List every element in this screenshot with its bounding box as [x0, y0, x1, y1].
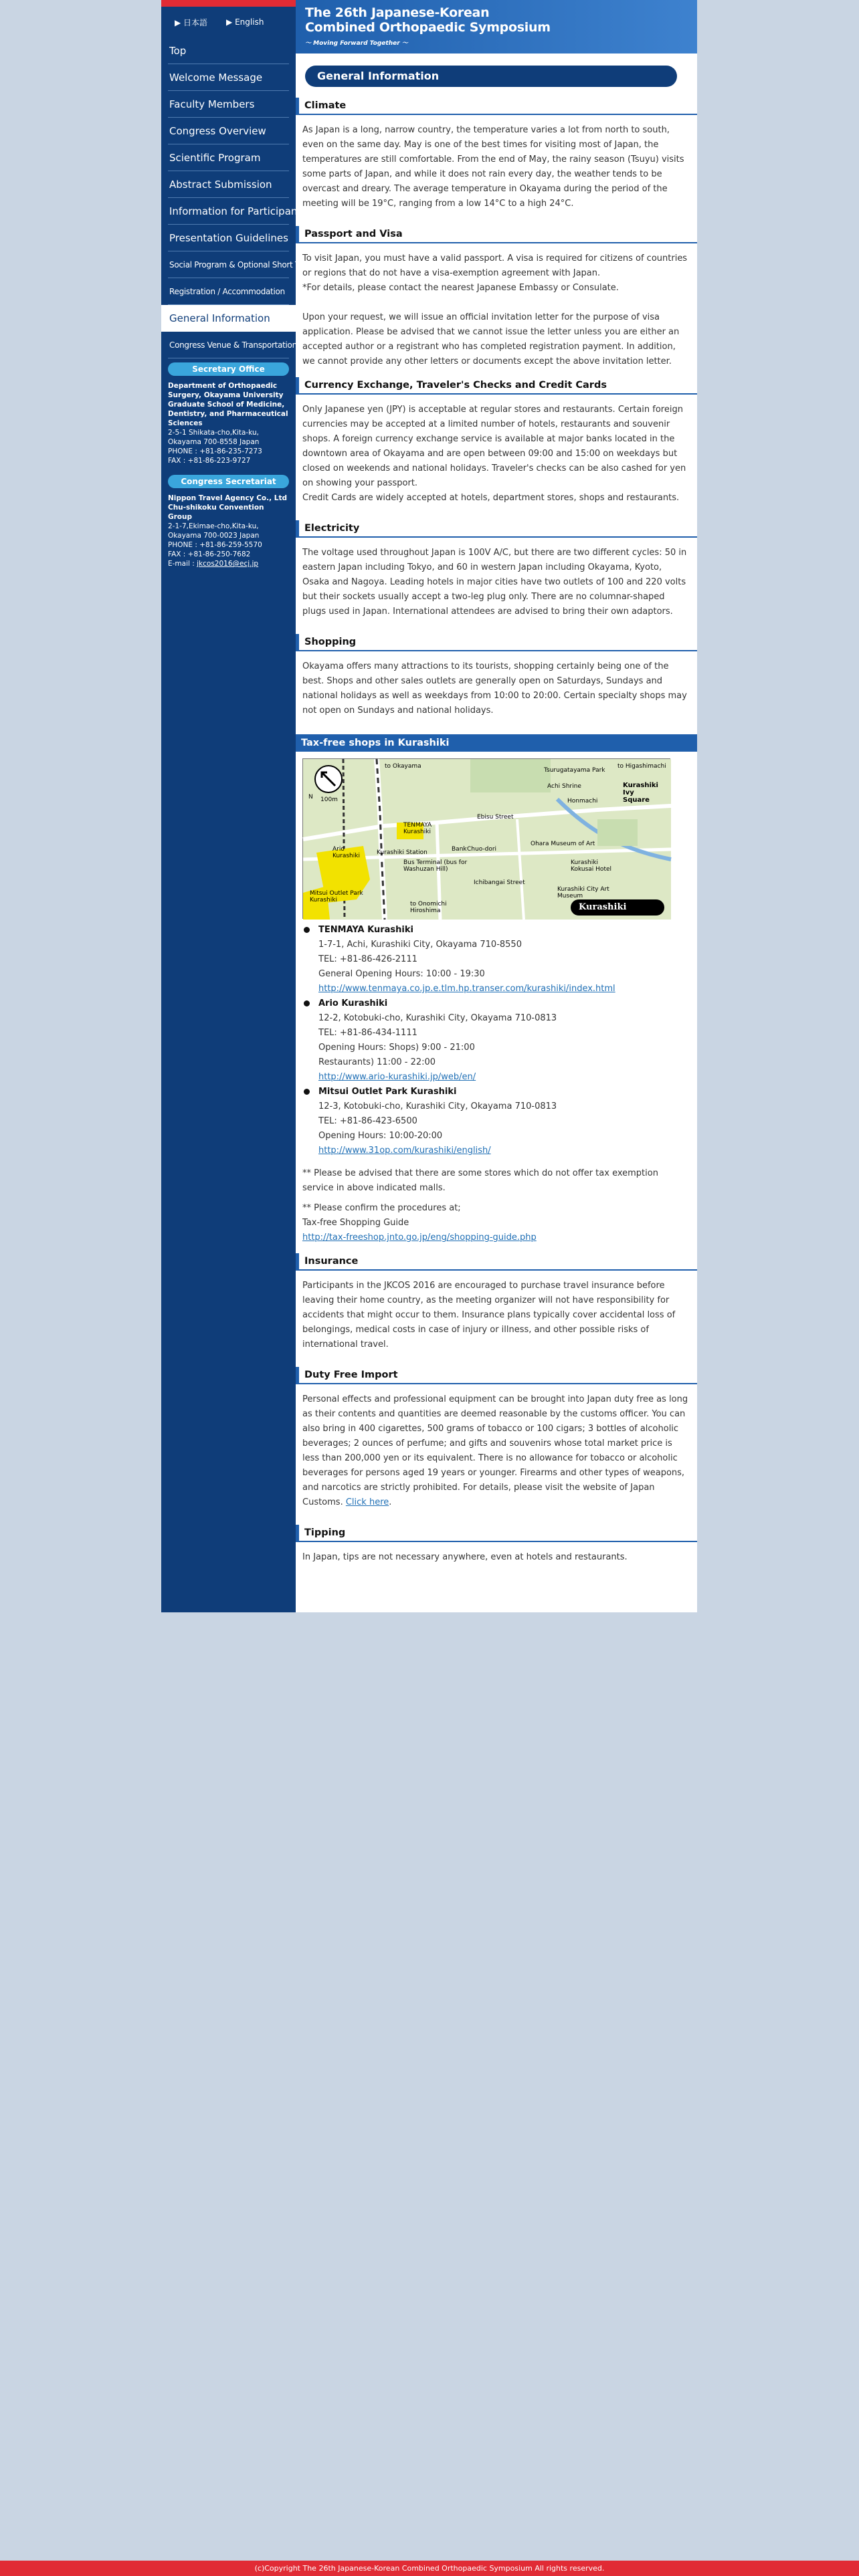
tipping-text: In Japan, tips are not necessary anywhere, even at hotels and restaurants.	[302, 1552, 628, 1562]
nav-top[interactable]: Top	[161, 37, 296, 64]
secretary-office-info	[161, 381, 296, 465]
bullet-icon	[304, 927, 310, 933]
shop-url[interactable]: http://www.tenmaya.co.jp.e.tlm.hp.transer.com/kurashiki/index.html	[318, 984, 615, 994]
nav-general-information[interactable]: General Information	[161, 305, 296, 332]
shop-url[interactable]: http://www.31op.com/kurashiki/english/	[318, 1146, 491, 1156]
site-tagline: ～ Moving Forward Together ～	[305, 40, 408, 47]
secretariat-org: Nippon Travel Agency Co., Ltd Chu-shikoku Convention Group	[168, 494, 287, 521]
map-label-ohara: Ohara Museum of Art	[531, 841, 595, 847]
taxfree-note-2: ** Please confirm the procedures at;	[302, 1203, 461, 1213]
map-scale: 100m	[320, 796, 338, 803]
passport-text-3: Upon your request, we will issue an official invitation letter for the purpose of visa application. Please be advised that we cannot issue the letter unless you are either an accepted author or a registrant who has completed registration payment. In addition, we cannot provide any other letters or documents except the above invitation letter.	[302, 312, 680, 366]
shop-address: 1-7-1, Achi, Kurashiki City, Okayama 710-8550	[318, 940, 522, 950]
nav-welcome-message[interactable]: Welcome Message	[161, 64, 296, 91]
main-content	[296, 53, 697, 1573]
map-label-kurashiki: Kurashiki	[579, 902, 627, 912]
nav-abstract-submission[interactable]: Abstract Submission	[161, 171, 296, 198]
nav-social-program[interactable]: Social Program & Optional Short Tour	[161, 251, 296, 278]
nav-registration[interactable]: Registration / Accommodation	[161, 278, 296, 305]
passport-content	[296, 243, 697, 377]
secretary-fax: FAX : +81-86-223-9727	[168, 457, 251, 465]
kurashiki-map	[302, 758, 670, 919]
currency-heading: Currency Exchange, Traveler's Checks and Credit Cards	[296, 377, 697, 395]
bullet-icon	[304, 1000, 310, 1006]
sidebar-nav	[161, 37, 311, 358]
map-label-tenmaya: TENMAYA Kurashiki	[403, 822, 432, 835]
duty-content: Personal effects and professional equipment can be brought into Japan duty free as long as their contents and quantities are deemed reasonable by the customs officer. You can also bring in 400 cigarettes, 500 grams of tobacco or 100 cigars; 3 bottles of alcoholic beverages; 2 ounces of perfume; and gifts and souvenirs whose total market price is less than 200,000 yen or its equivalent. There is no allowance for tobacco or alcoholic beverages for persons aged 19 years or younger. Firearms and other types of weapons, and narcotics are strictly prohibited. For details, please visit the website of Japan Customs. Click here.	[302, 1394, 688, 1507]
insurance-heading: Insurance	[296, 1253, 697, 1271]
duty-text: Personal effects and professional equipment can be brought into Japan duty free as long as their contents and quantities are deemed reasonable by the customs officer. You can also bring in 400 cigarettes, 500 grams of tobacco or 100 cigars; 3 bottles of alcoholic beverages; 2 ounces of perfume; and gifts and souvenirs whose total market price is less than 200,000 yen or its equivalent. There is no allowance for tobacco or alcoholic beverages for persons aged 19 years or younger. Firearms and other types of weapons, and narcotics are strictly prohibited. For details, please visit the website of Japan Customs.	[302, 1394, 688, 1507]
nav-congress-overview[interactable]: Congress Overview	[161, 118, 296, 144]
climate-heading: Climate	[296, 98, 697, 115]
map-label-to-okayama: to Okayama	[385, 763, 421, 770]
taxfree-heading: Tax-free shops in Kurashiki	[296, 734, 697, 752]
map-label-chuo-dori: Chuo-dori	[467, 846, 497, 853]
site-header	[296, 0, 697, 53]
nav-congress-venue[interactable]: Congress Venue & Transportation	[161, 332, 296, 358]
secretariat-fax: FAX : +81-86-250-7682	[168, 550, 251, 558]
electricity-text: The voltage used throughout Japan is 100V A/C, but there are two different cycles: 50 in eastern Japan including Tokyo, and 60 in western Japan including Okayama, Kyoto, Osaka and Nagoya. Leading hotels in major cities have two outlets of 100 and 220 volts but their sockets usually accept a two-leg plug only. There are no columnar-shaped plugs used in Japan. International attendees are advised to bring their own adaptors.	[302, 548, 687, 617]
insurance-text: Participants in the JKCOS 2016 are encouraged to purchase travel insurance before leaving their home country, as the meeting organizer will not have responsibility for accidents that might occur to them. Insurance plans typically cover accidental loss of belongings, medical costs in case of injury or illness, and other possible risks of international travel.	[302, 1281, 676, 1350]
site-title-line1: The 26th Japanese-Korean	[305, 5, 490, 20]
map-label-ario: Ario Kurashiki	[332, 846, 360, 859]
taxfree-guide-label: Tax-free Shopping Guide	[302, 1218, 409, 1228]
passport-text-2: *For details, please contact the nearest Japanese Embassy or Consulate.	[302, 283, 619, 293]
map-label-ebisu: Ebisu Street	[477, 814, 514, 821]
secretary-org: Department of Orthopaedic Surgery, Okayama University Graduate School of Medicine, Dentistry, and Pharmaceutical Sciences	[168, 382, 288, 427]
shop-list	[296, 923, 697, 1158]
sidebar	[161, 0, 311, 1612]
taxfree-notes	[296, 1158, 697, 1253]
congress-secretariat-info	[161, 494, 296, 568]
shop-url[interactable]: http://www.ario-kurashiki.jp/web/en/	[318, 1072, 476, 1082]
map-north: N	[308, 794, 313, 800]
lang-english-link[interactable]: ▶ English	[226, 17, 264, 27]
sidebar-top-bar	[161, 0, 296, 7]
page-container	[161, 0, 697, 1612]
tipping-heading: Tipping	[296, 1525, 697, 1542]
taxfree-guide-link[interactable]: http://tax-freeshop.jnto.go.jp/eng/shopping-guide.php	[302, 1232, 537, 1243]
electricity-heading: Electricity	[296, 520, 697, 538]
map-label-city-art-museum: Kurashiki City Art Museum	[557, 886, 609, 899]
secretary-address: 2-5-1 Shikata-cho,Kita-ku, Okayama 700-8558 Japan	[168, 429, 260, 446]
shop-tel: TEL: +81-86-426-2111	[318, 954, 417, 964]
map-label-station: Kurashiki Station	[377, 849, 427, 856]
congress-secretariat-heading: Congress Secretariat	[168, 475, 289, 488]
shop-hours: Opening Hours: 10:00-20:00	[318, 1131, 443, 1141]
currency-content	[296, 395, 697, 514]
shop-item	[296, 1085, 697, 1158]
shop-name: Mitsui Outlet Park Kurashiki	[318, 1087, 457, 1097]
shop-name: Ario Kurashiki	[318, 998, 388, 1008]
map-label-ichibangai: Ichibangai Street	[474, 879, 525, 886]
map-label-bank: Bank	[452, 846, 467, 853]
map-label-tsurugatayama: Tsurugatayama Park	[544, 767, 605, 774]
map-label-onomichi: to Onomichi Hiroshima	[410, 901, 447, 914]
secretary-phone: PHONE : +81-86-235-7273	[168, 447, 262, 455]
shop-address: 12-3, Kotobuki-cho, Kurashiki City, Okayama 710-0813	[318, 1101, 557, 1111]
map-label-ivy-square: Kurashiki Ivy Square	[623, 782, 658, 804]
shop-item	[296, 923, 697, 996]
taxfree-note-1: ** Please be advised that there are some stores which do not offer tax exemption service in above indicated malls.	[302, 1168, 658, 1193]
map-label-kokusai: Kurashiki Kokusai Hotel	[571, 859, 612, 873]
email-link[interactable]: jkcos2016@ecj.jp	[197, 560, 259, 568]
shop-hours: Opening Hours: Shops) 9:00 - 21:00	[318, 1043, 475, 1053]
nav-information-participants[interactable]: Information for Participants	[161, 198, 296, 225]
passport-text-1: To visit Japan, you must have a valid passport. A visa is required for citizens of countries or regions that do not have a visa-exemption agreement with Japan.	[302, 253, 688, 278]
bullet-icon	[304, 1089, 310, 1095]
secretary-office-heading: Secretary Office	[168, 362, 289, 376]
currency-text-2: Credit Cards are widely accepted at hotels, department stores, shops and restaurants.	[302, 493, 680, 503]
map-label-achi-shrine: Achi Shrine	[547, 783, 581, 790]
shop-tel: TEL: +81-86-434-1111	[318, 1028, 417, 1038]
customs-link[interactable]: Click here	[345, 1497, 389, 1507]
map-label-mitsui: Mitsui Outlet Park Kurashiki	[310, 890, 363, 903]
climate-text: As Japan is a long, narrow country, the temperature varies a lot from north to south, even on the same day. May is one of the best times for visiting most of Japan, the temperatures are still comfortable. From the end of May, the rainy season (Tsuyu) visits some parts of Japan, and while it does not rain every day, the weather tends to be overcast and dreary. The average temperature in Okayama during the period of the meeting will be 19°C, ranging from a low 14°C to a high 24°C.	[302, 125, 684, 209]
map-label-honmachi: Honmachi	[567, 798, 598, 804]
shopping-heading: Shopping	[296, 634, 697, 651]
duty-heading: Duty Free Import	[296, 1367, 697, 1384]
shop-hours-restaurants: Restaurants) 11:00 - 22:00	[318, 1057, 436, 1067]
map-label-higashimachi: to Higashimachi	[617, 763, 666, 770]
language-switcher	[161, 7, 296, 37]
nav-faculty-members[interactable]: Faculty Members	[161, 91, 296, 118]
shop-tel: TEL: +81-86-423-6500	[318, 1116, 417, 1126]
shopping-text: Okayama offers many attractions to its tourists, shopping certainly being one of the best. Shops and other sales outlets are generally open on Saturdays, Sundays and national holidays as well as weekdays from 10:00 to 20:00. Certain specialty shops may not open on Sundays and national holidays.	[302, 661, 687, 716]
page-title: General Information	[305, 66, 677, 87]
shop-address: 12-2, Kotobuki-cho, Kurashiki City, Okayama 710-0813	[318, 1013, 557, 1023]
site-title-line2: Combined Orthopaedic Symposium	[305, 20, 551, 35]
map-label-container	[303, 759, 671, 920]
email-label: E-mail :	[168, 560, 197, 568]
nav-presentation-guidelines[interactable]: Presentation Guidelines	[161, 225, 296, 251]
shop-name: TENMAYA Kurashiki	[318, 925, 413, 935]
shop-hours: General Opening Hours: 10:00 - 19:30	[318, 969, 485, 979]
secretariat-email	[168, 559, 289, 568]
site-title[interactable]	[305, 5, 551, 35]
lang-japanese-link[interactable]: ▶ 日本語	[175, 17, 208, 27]
map-label-bus-terminal: Bus Terminal (bus for Washuzan Hill)	[403, 859, 468, 873]
passport-heading: Passport and Visa	[296, 226, 697, 243]
footer-copyright: (c)Copyright The 26th Japanese-Korean Combined Orthopaedic Symposium All rights reserved.	[0, 2561, 859, 2576]
currency-text-1: Only Japanese yen (JPY) is acceptable at regular stores and restaurants. Certain foreign currencies may be accepted at a limited number of hotels, restaurants and souvenir shops. A foreign currency exchange service is available at major banks located in the downtown area of Okayama and are open between 09:00 and 15:00 on weekdays but closed on weekends and national holidays. Traveler's checks can be also cashed for yen on showing your passport.	[302, 405, 686, 488]
shop-item	[296, 996, 697, 1085]
secretariat-phone: PHONE : +81-86-259-5570	[168, 541, 262, 549]
secretariat-address: 2-1-7,Ekimae-cho,Kita-ku, Okayama 700-0023 Japan	[168, 522, 260, 540]
nav-scientific-program[interactable]: Scientific Program	[161, 144, 296, 171]
